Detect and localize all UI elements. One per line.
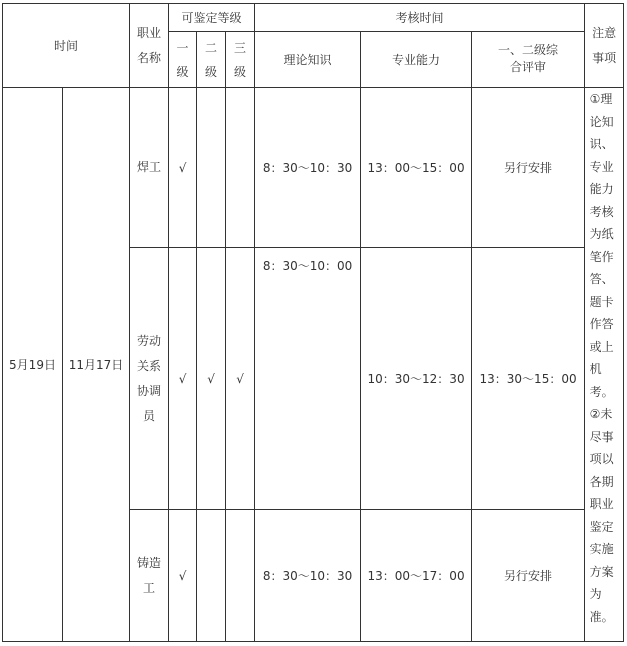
header-row-1 [3, 4, 624, 32]
header-comprehensive: 一、二级综合评审 [472, 32, 585, 88]
theory-time: 8：30～10：30 [255, 88, 361, 248]
comprehensive-time: 13：30～15：00 [472, 248, 585, 510]
skill-time: 10：30～12：30 [361, 248, 472, 510]
exam-schedule-table [2, 3, 624, 642]
header-grade-2: 二级 [197, 32, 226, 88]
notes-text: ①理论知识、专业能力考核为纸笔作答、题卡作答或上机考。②未尽事项以各期职业鉴定实施方案为准。 [589, 92, 614, 624]
header-grade-3: 三级 [226, 32, 255, 88]
comprehensive-time: 另行安排 [472, 510, 585, 642]
theory-time: 8：30～10：30 [255, 510, 361, 642]
job-name: 铸造工 [130, 510, 169, 642]
date-first: 5月19日 [3, 88, 63, 642]
job-name: 劳动关系协调员 [130, 248, 169, 510]
header-grade-group: 可鉴定等级 [169, 4, 255, 32]
comprehensive-time: 另行安排 [472, 88, 585, 248]
grade-2-mark [197, 88, 226, 248]
grade-1-mark: √ [169, 248, 197, 510]
grade-2-mark: √ [197, 248, 226, 510]
notes-cell [585, 88, 624, 642]
grade-2-mark [197, 510, 226, 642]
header-notes: 注意事项 [585, 4, 624, 88]
header-exam-time: 考核时间 [255, 4, 585, 32]
theory-time: 8：30～10：00 [255, 248, 361, 510]
header-grade-1: 一级 [169, 32, 197, 88]
skill-time: 13：00～17：00 [361, 510, 472, 642]
date-second: 11月17日 [63, 88, 130, 642]
header-time: 时间 [3, 4, 130, 88]
job-name: 焊工 [130, 88, 169, 248]
table-row [3, 88, 624, 248]
header-skill: 专业能力 [361, 32, 472, 88]
skill-time: 13：00～15：00 [361, 88, 472, 248]
header-job-name: 职业名称 [130, 4, 169, 88]
grade-3-mark [226, 510, 255, 642]
header-theory: 理论知识 [255, 32, 361, 88]
grade-3-mark [226, 88, 255, 248]
grade-1-mark: √ [169, 88, 197, 248]
grade-1-mark: √ [169, 510, 197, 642]
grade-3-mark: √ [226, 248, 255, 510]
